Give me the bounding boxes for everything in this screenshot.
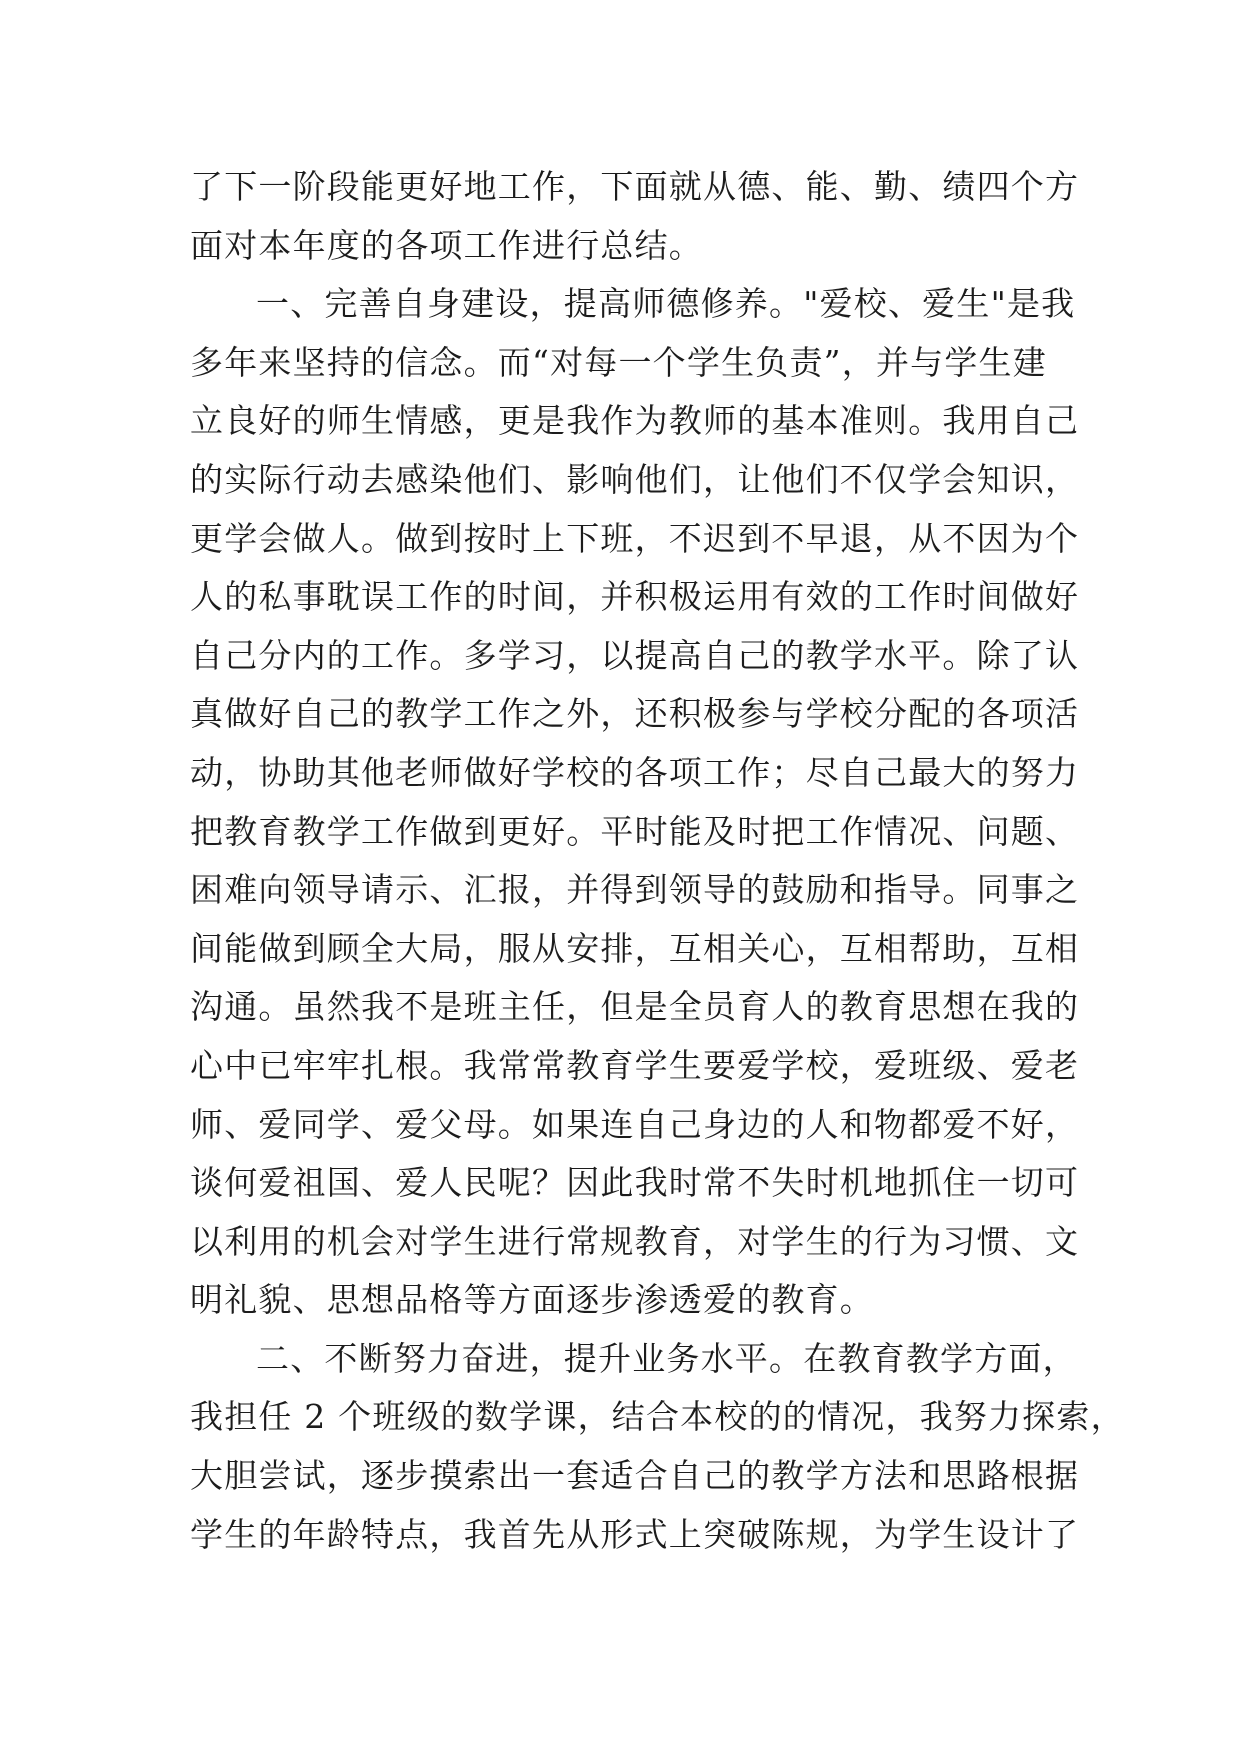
text-line: 学生的年龄特点，我首先从形式上突破陈规，为学生设计了	[190, 1514, 1080, 1554]
text-line: 沟通。虽然我不是班主任，但是全员育人的教育思想在我的	[190, 987, 1080, 1027]
text-line: 大胆尝试，逐步摸索出一套适合自己的教学方法和思路根据	[190, 1456, 1080, 1496]
text-line: 更学会做人。做到按时上下班，不迟到不早退，从不因为个	[190, 518, 1080, 558]
text-line: 真做好自己的教学工作之外，还积极参与学校分配的各项活	[190, 694, 1080, 734]
text-line: 动，协助其他老师做好学校的各项工作；尽自己最大的努力	[190, 752, 1080, 792]
text-line: 明礼貌、思想品格等方面逐步渗透爱的教育。	[190, 1280, 874, 1320]
section-one-heading-line: 一、完善自身建设，提高师德修养。"爱校、爱生"是我	[256, 284, 1076, 324]
text-line: 的实际行动去感染他们、影响他们，让他们不仅学会知识，	[190, 459, 1080, 499]
section-two-heading-line: 二、不断努力奋进，提升业务水平。在教育教学方面，	[256, 1338, 1077, 1378]
text-line: 师、爱同学、爱父母。如果连自己身边的人和物都爱不好，	[190, 1104, 1080, 1144]
text-line: 谈何爱祖国、爱人民呢？因此我时常不失时机地抓住一切可	[190, 1163, 1080, 1203]
text-line: 立良好的师生情感，更是我作为教师的基本准则。我用自己	[190, 401, 1080, 441]
document-body	[190, 158, 1125, 1564]
text-line: 我担任 2 个班级的数学课，结合本校的的情况，我努力探索，	[190, 1397, 1125, 1437]
text-line: 面对本年度的各项工作进行总结。	[190, 225, 703, 265]
text-line: 间能做到顾全大局，服从安排，互相关心，互相帮助，互相	[190, 928, 1080, 968]
text-line: 人的私事耽误工作的时间，并积极运用有效的工作时间做好	[190, 577, 1080, 617]
text-line: 把教育教学工作做到更好。平时能及时把工作情况、问题、	[190, 811, 1080, 851]
text-line: 多年来坚持的信念。而“对每一个学生负责”，并与学生建	[190, 342, 1047, 382]
text-line: 以利用的机会对学生进行常规教育，对学生的行为习惯、文	[190, 1221, 1080, 1261]
text-line: 心中已牢牢扎根。我常常教育学生要爱学校，爱班级、爱老	[190, 1045, 1080, 1085]
text-line: 困难向领导请示、汇报，并得到领导的鼓励和指导。同事之	[190, 870, 1080, 910]
text-line: 自己分内的工作。多学习，以提高自己的教学水平。除了认	[190, 635, 1080, 675]
text-line: 了下一阶段能更好地工作，下面就从德、能、勤、绩四个方	[190, 167, 1080, 206]
